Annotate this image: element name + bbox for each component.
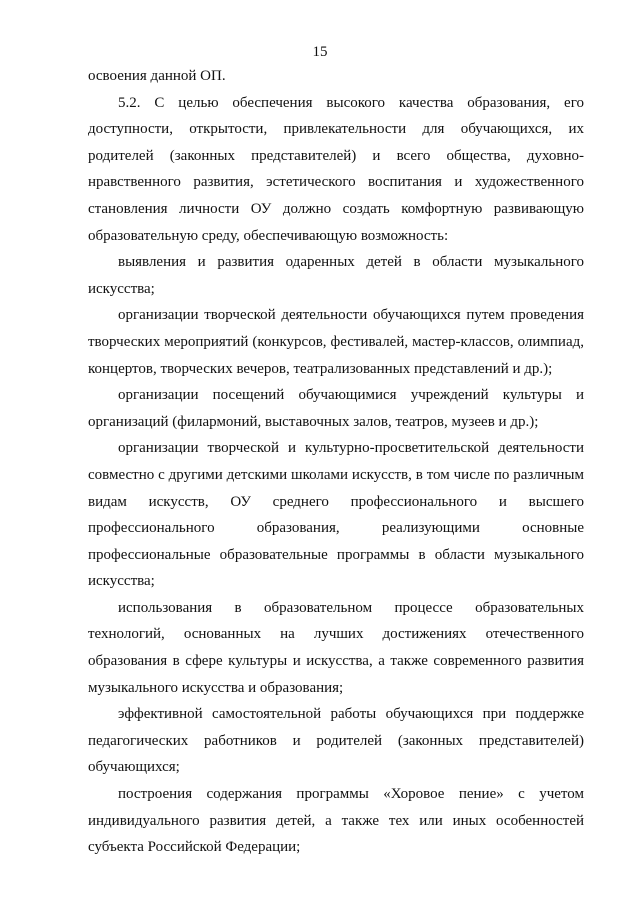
- text-line: искусства;: [88, 280, 155, 297]
- text-line: организаций (филармоний, выставочных залов, театров, музеев и др.);: [88, 413, 539, 430]
- text-line: организации творческой деятельности обучающихся путем проведения: [118, 307, 584, 324]
- text-line: освоения данной ОП.: [88, 68, 226, 84]
- text-line: эффективной самостоятельной работы обучающихся при поддержке: [118, 706, 584, 723]
- text-line: профессиональные образовательные программы в области музыкального: [88, 546, 584, 563]
- text-line: использования в образовательном процессе образовательных: [118, 599, 584, 616]
- text-line: искусства;: [88, 573, 155, 590]
- text-line: нравственного развития, эстетического воспитания и художественного: [88, 174, 584, 191]
- text-line: организации посещений обучающимися учреждений культуры и: [118, 387, 584, 404]
- text-line: доступности, открытости, привлекательности для обучающихся, их: [88, 121, 584, 138]
- text-line: образования в сфере культуры и искусства, а также современного развития: [88, 653, 584, 670]
- text-line: профессионального образования, реализующими основные: [88, 520, 584, 537]
- text-line: построения содержания программы «Хоровое пение» с учетом: [118, 786, 584, 803]
- text-line: организации творческой и культурно-просветительской деятельности: [118, 440, 584, 457]
- text-line: субъекта Российской Федерации;: [88, 839, 301, 856]
- text-line: 5.2. С целью обеспечения высокого качества образования, его: [118, 94, 584, 111]
- text-line: образовательную среду, обеспечивающую возможность:: [88, 227, 449, 244]
- text-line: концертов, творческих вечеров, театрализованных представлений и др.);: [88, 360, 553, 377]
- text-line: выявления и развития одаренных детей в области музыкального: [118, 254, 584, 271]
- text-line: индивидуального развития детей, а также тех или иных особенностей: [88, 812, 584, 829]
- text-line: становления личности ОУ должно создать комфортную развивающую: [88, 200, 584, 217]
- text-line: совместно с другими детскими школами искусств, в том числе по различным: [88, 466, 584, 483]
- text-line: творческих мероприятий (конкурсов, фестивалей, мастер-классов, олимпиад,: [88, 333, 584, 350]
- text-line: родителей (законных представителей) и всего общества, духовно-: [88, 147, 584, 164]
- text-line: технологий, основанных на лучших достижениях отечественного: [88, 626, 584, 643]
- body-text: [88, 63, 584, 861]
- text-line: видам искусств, ОУ среднего профессионального и высшего: [88, 493, 584, 510]
- page-number: 15: [312, 44, 328, 60]
- text-line: педагогических работников и родителей (законных представителей): [88, 732, 584, 749]
- text-line: обучающихся;: [88, 759, 180, 776]
- text-line: музыкального искусства и образования;: [88, 679, 344, 696]
